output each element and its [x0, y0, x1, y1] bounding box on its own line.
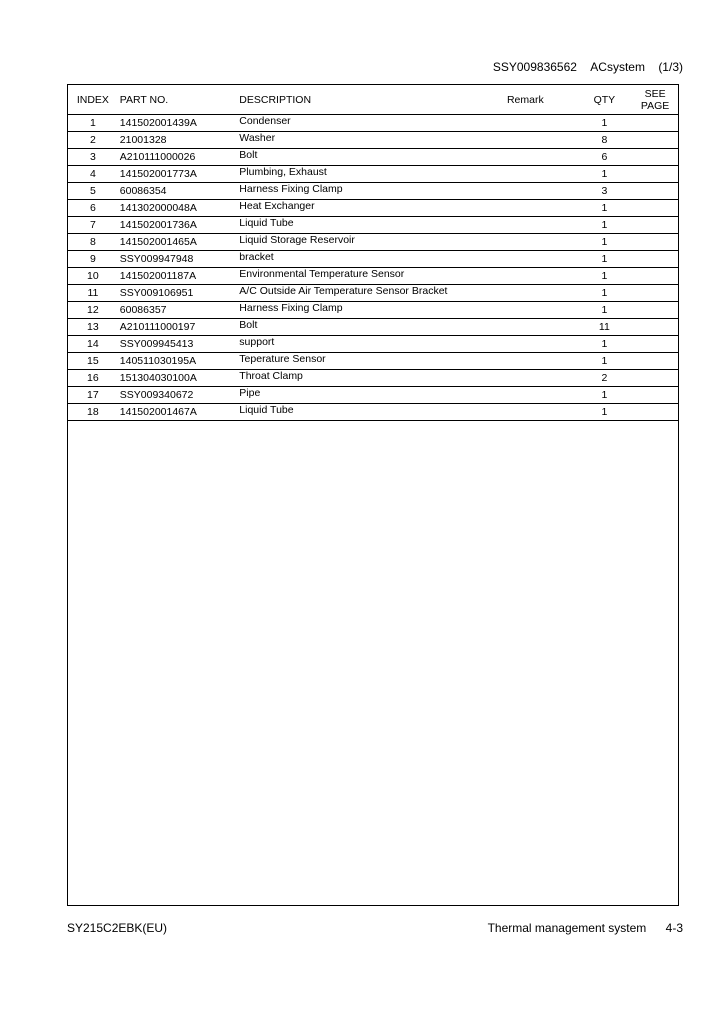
col-see-page-line1: SEE: [644, 87, 666, 100]
cell-index: 6: [68, 200, 118, 217]
cell-description: Teperature Sensor: [237, 351, 507, 368]
col-part-no: PART NO.: [118, 85, 238, 115]
cell-index: 2: [68, 132, 118, 149]
cell-index: 13: [68, 319, 118, 336]
parts-table: [68, 85, 678, 421]
cell-remark: [507, 268, 577, 285]
cell-see-page: [632, 200, 678, 217]
cell-part-no: A210111000026: [118, 149, 238, 166]
cell-index: 1: [68, 115, 118, 132]
cell-qty: 1: [577, 404, 633, 421]
cell-remark: [507, 166, 577, 183]
cell-description: Pipe: [237, 385, 507, 402]
cell-see-page: [632, 166, 678, 183]
cell-index: 11: [68, 285, 118, 302]
cell-part-no: 141502001773A: [118, 166, 238, 183]
cell-index: 10: [68, 268, 118, 285]
col-description: DESCRIPTION: [237, 85, 507, 115]
cell-part-no: 141502001465A: [118, 234, 238, 251]
cell-index: 14: [68, 336, 118, 353]
cell-index: 3: [68, 149, 118, 166]
system-name: ACsystem: [590, 60, 645, 74]
cell-description: Harness Fixing Clamp: [237, 181, 507, 198]
cell-description: Condenser: [237, 113, 507, 130]
cell-description: Liquid Tube: [237, 215, 507, 232]
cell-part-no: 141502001439A: [118, 115, 238, 132]
footer-model: SY215C2EBK(EU): [67, 921, 168, 935]
cell-part-no: SSY009340672: [118, 387, 238, 404]
cell-description: Liquid Storage Reservoir: [237, 232, 507, 249]
cell-description: Environmental Temperature Sensor: [237, 266, 507, 283]
cell-remark: [507, 302, 577, 319]
cell-remark: [507, 183, 577, 200]
cell-remark: [507, 149, 577, 166]
cell-part-no: A210111000197: [118, 319, 238, 336]
cell-index: 4: [68, 166, 118, 183]
cell-see-page: [632, 132, 678, 149]
cell-qty: 1: [577, 217, 633, 234]
cell-remark: [507, 353, 577, 370]
footer-page-number: 4-3: [665, 921, 683, 935]
cell-index: 7: [68, 217, 118, 234]
cell-qty: 1: [577, 387, 633, 404]
cell-part-no: SSY009106951: [118, 285, 238, 302]
cell-index: 12: [68, 302, 118, 319]
cell-remark: [507, 200, 577, 217]
cell-qty: 1: [577, 166, 633, 183]
cell-see-page: [632, 149, 678, 166]
cell-part-no: 141502001467A: [118, 404, 238, 421]
cell-remark: [507, 285, 577, 302]
cell-index: 16: [68, 370, 118, 387]
cell-qty: 6: [577, 149, 633, 166]
cell-remark: [507, 404, 577, 421]
col-remark: Remark: [507, 85, 577, 115]
table-row: [68, 404, 678, 421]
cell-index: 17: [68, 387, 118, 404]
cell-index: 18: [68, 404, 118, 421]
cell-see-page: [632, 353, 678, 370]
cell-qty: 3: [577, 183, 633, 200]
cell-see-page: [632, 387, 678, 404]
col-see-page-line2: PAGE: [640, 99, 670, 112]
doc-code: SSY009836562: [492, 60, 577, 74]
cell-description: Bolt: [237, 317, 507, 334]
cell-description: Washer: [237, 130, 507, 147]
table-header-row: [68, 85, 678, 115]
sheet-number: (1/3): [658, 60, 683, 74]
cell-see-page: [632, 251, 678, 268]
cell-index: 8: [68, 234, 118, 251]
cell-remark: [507, 251, 577, 268]
cell-see-page: [632, 217, 678, 234]
cell-part-no: 60086354: [118, 183, 238, 200]
cell-description: support: [237, 334, 507, 351]
cell-remark: [507, 234, 577, 251]
cell-qty: 1: [577, 336, 633, 353]
parts-list-frame: [67, 84, 679, 906]
cell-description: bracket: [237, 249, 507, 266]
cell-index: 9: [68, 251, 118, 268]
footer-section: Thermal management system: [487, 921, 647, 935]
cell-qty: 1: [577, 285, 633, 302]
col-index: INDEX: [68, 85, 118, 115]
cell-index: 5: [68, 183, 118, 200]
cell-description: Plumbing, Exhaust: [237, 164, 507, 181]
cell-remark: [507, 132, 577, 149]
cell-part-no: 141302000048A: [118, 200, 238, 217]
cell-see-page: [632, 268, 678, 285]
cell-see-page: [632, 404, 678, 421]
cell-qty: 1: [577, 251, 633, 268]
page-footer: [488, 921, 683, 935]
cell-qty: 1: [577, 302, 633, 319]
cell-see-page: [632, 302, 678, 319]
col-see-page: [632, 85, 678, 115]
cell-remark: [507, 370, 577, 387]
cell-see-page: [632, 336, 678, 353]
cell-qty: 1: [577, 234, 633, 251]
cell-qty: 11: [577, 319, 633, 336]
cell-see-page: [632, 234, 678, 251]
cell-part-no: SSY009945413: [118, 336, 238, 353]
cell-index: 15: [68, 353, 118, 370]
cell-description: Bolt: [237, 147, 507, 164]
cell-part-no: 141502001736A: [118, 217, 238, 234]
cell-description: A/C Outside Air Temperature Sensor Bracket: [237, 283, 507, 300]
cell-qty: 1: [577, 353, 633, 370]
cell-see-page: [632, 285, 678, 302]
cell-remark: [507, 336, 577, 353]
cell-see-page: [632, 115, 678, 132]
cell-qty: 1: [577, 200, 633, 217]
page-header: [483, 60, 683, 74]
cell-part-no: 140511030195A: [118, 353, 238, 370]
cell-description: Harness Fixing Clamp: [237, 300, 507, 317]
cell-remark: [507, 319, 577, 336]
cell-qty: 1: [577, 115, 633, 132]
cell-part-no: 151304030100A: [118, 370, 238, 387]
cell-qty: 2: [577, 370, 633, 387]
cell-description: Throat Clamp: [237, 368, 507, 385]
cell-part-no: 21001328: [118, 132, 238, 149]
cell-description: Heat Exchanger: [237, 198, 507, 215]
cell-remark: [507, 115, 577, 132]
cell-qty: 1: [577, 268, 633, 285]
cell-qty: 8: [577, 132, 633, 149]
cell-part-no: 141502001187A: [118, 268, 238, 285]
cell-remark: [507, 387, 577, 404]
cell-part-no: SSY009947948: [118, 251, 238, 268]
cell-description: Liquid Tube: [237, 402, 507, 419]
cell-see-page: [632, 319, 678, 336]
cell-see-page: [632, 370, 678, 387]
cell-remark: [507, 217, 577, 234]
cell-see-page: [632, 183, 678, 200]
col-qty: QTY: [577, 85, 633, 115]
cell-part-no: 60086357: [118, 302, 238, 319]
